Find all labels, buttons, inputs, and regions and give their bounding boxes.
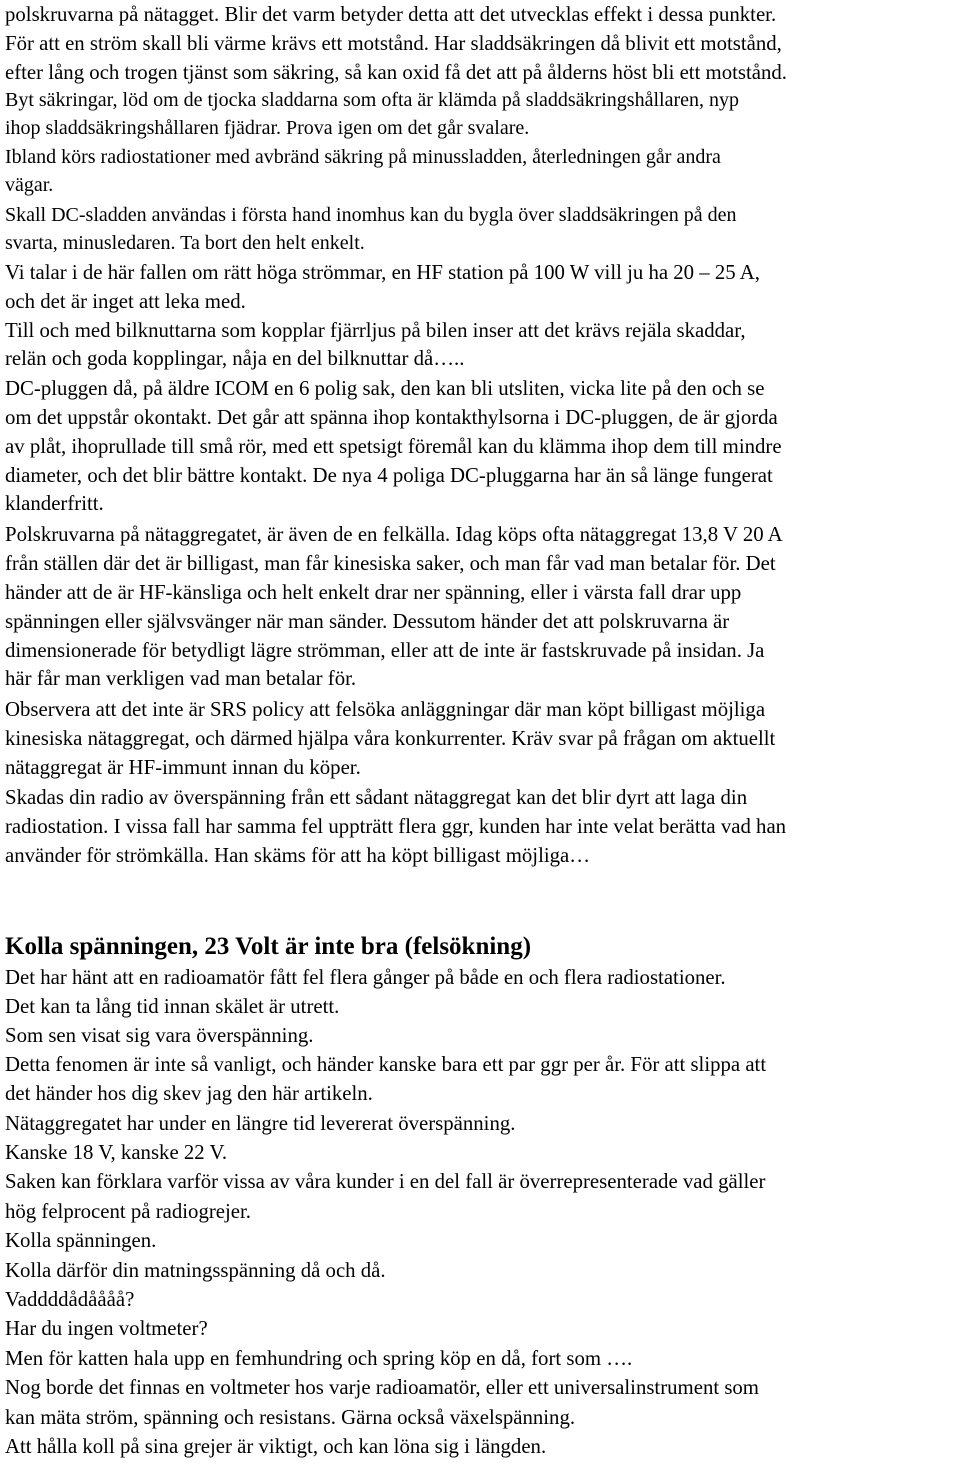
text-line: Har du ingen voltmeter? — [5, 1317, 208, 1340]
text-line: av plåt, ihoprullade till små rör, med ett spetsigt föremål kan du klämma ihop dem till mindre — [5, 435, 782, 458]
text-line: här får man verkligen vad man betalar för. — [5, 667, 357, 690]
text-line: Vaddddådåååå? — [5, 1288, 135, 1311]
text-line: Att hålla koll på sina grejer är viktigt, och kan löna sig i längden. — [5, 1435, 547, 1458]
text-line: relän och goda kopplingar, nåja en del bilknuttar då….. — [5, 347, 465, 370]
text-line: hög felprocent på radiogrejer. — [5, 1200, 251, 1223]
text-line: radiostation. I vissa fall har samma fel uppträtt flera ggr, kunden har inte velat berätta vad han — [5, 815, 787, 838]
text-line: Polskruvarna på nätaggregatet, är även de en felkälla. Idag köps ofta nätaggregat 13,8 V 20 A — [5, 523, 783, 546]
text-line: Observera att det inte är SRS policy att felsöka anläggningar där man köpt billigast möjliga — [5, 698, 766, 721]
text-line: använder för strömkälla. Han skäms för att ha köpt billigast möjliga… — [5, 844, 591, 867]
text-line: Som sen visat sig vara överspänning. — [5, 1024, 314, 1047]
text-line: Vi talar i de här fallen om rätt höga strömmar, en HF station på 100 W vill ju ha 20 – 25 A, — [5, 261, 760, 284]
text-line: kinesiska nätaggregat, och därmed hjälpa våra konkurrenter. Kräv svar på frågan om aktuellt — [5, 727, 776, 750]
text-line: Ibland körs radiostationer med avbränd säkring på minussladden, återledningen går andra — [5, 146, 721, 168]
text-line: det händer hos dig skev jag den här artikeln. — [5, 1082, 373, 1105]
text-line: Byt säkringar, löd om de tjocka sladdarna som ofta är klämda på sladdsäkringshållaren, nyp — [5, 89, 739, 111]
text-line: spänningen eller självsvänger när man sänder. Dessutom händer det att polskruvarna är — [5, 610, 730, 633]
text-line: om det uppstår okontakt. Det går att spänna ihop kontakthylsorna i DC-pluggen, de är gjorda — [5, 406, 778, 429]
text-line: diameter, och det blir bättre kontakt. De nya 4 poliga DC-pluggarna har än så länge fungerat — [5, 464, 773, 487]
text-line: händer att de är HF-känsliga och helt enkelt drar ner spänning, eller i värsta fall drar upp — [5, 581, 742, 604]
text-line: Kolla därför din matningsspänning då och då. — [5, 1259, 386, 1282]
text-line: Nätaggregatet har under en längre tid levererat överspänning. — [5, 1112, 516, 1135]
text-line: Kanske 18 V, kanske 22 V. — [5, 1141, 228, 1164]
text-line: ihop sladdsäkringshållaren fjädrar. Prova igen om det går svalare. — [5, 117, 530, 139]
text-line: DC-pluggen då, på äldre ICOM en 6 polig sak, den kan bli utsliten, vicka lite på den och se — [5, 377, 765, 400]
text-line: och det är inget att leka med. — [5, 290, 246, 313]
text-line: Kolla spänningen. — [5, 1229, 157, 1252]
text-line: svarta, minusledaren. Ta bort den helt enkelt. — [5, 232, 365, 254]
text-line: klanderfritt. — [5, 492, 104, 515]
text-line: nätaggregat är HF-immunt innan du köper. — [5, 756, 361, 779]
section-heading: Kolla spänningen, 23 Volt är inte bra (felsökning) — [5, 933, 532, 960]
text-line: För att en ström skall bli värme krävs ett motstånd. Har sladdsäkringen då blivit ett motstånd, — [5, 32, 782, 55]
text-line: Detta fenomen är inte så vanligt, och händer kanske bara ett par ggr per år. För att slippa att — [5, 1053, 767, 1076]
text-line: Nog borde det finnas en voltmeter hos varje radioamatör, eller ett universalinstrument som — [5, 1376, 759, 1399]
text-line: Men för katten hala upp en femhundring och spring köp en då, fort som …. — [5, 1347, 633, 1370]
text-line: Saken kan förklara varför vissa av våra kunder i en del fall är överrepresenterade vad gäller — [5, 1170, 766, 1193]
text-line: Skall DC-sladden användas i första hand inomhus kan du bygla över sladdsäkringen på den — [5, 204, 737, 226]
text-line: Skadas din radio av överspänning från ett sådant nätaggregat kan det blir dyrt att laga din — [5, 786, 748, 809]
text-line: från ställen där det är billigast, man får kinesiska saker, och man får vad man betalar för. Det — [5, 552, 776, 575]
text-line: vägar. — [5, 174, 54, 196]
text-line: Till och med bilknuttarna som kopplar fjärrljus på bilen inser att det krävs rejäla skaddar, — [5, 319, 746, 342]
text-line: polskruvarna på nätagget. Blir det varm betyder detta att det utvecklas effekt i dessa punkter. — [5, 3, 777, 26]
text-line: Det har hänt att en radioamatör fått fel flera gånger på både en och flera radiostationer. — [5, 966, 726, 989]
text-line: kan mäta ström, spänning och resistans. Gärna också växelspänning. — [5, 1406, 576, 1429]
text-line: efter lång och trogen tjänst som säkring, så kan oxid få det att på ålderns höst bli ett motstånd. — [5, 61, 788, 84]
text-line: Det kan ta lång tid innan skälet är utrett. — [5, 995, 340, 1018]
text-line: dimensionerade för betydligt lägre strömman, eller att de inte är fastskruvade på insidan. Ja — [5, 639, 765, 662]
